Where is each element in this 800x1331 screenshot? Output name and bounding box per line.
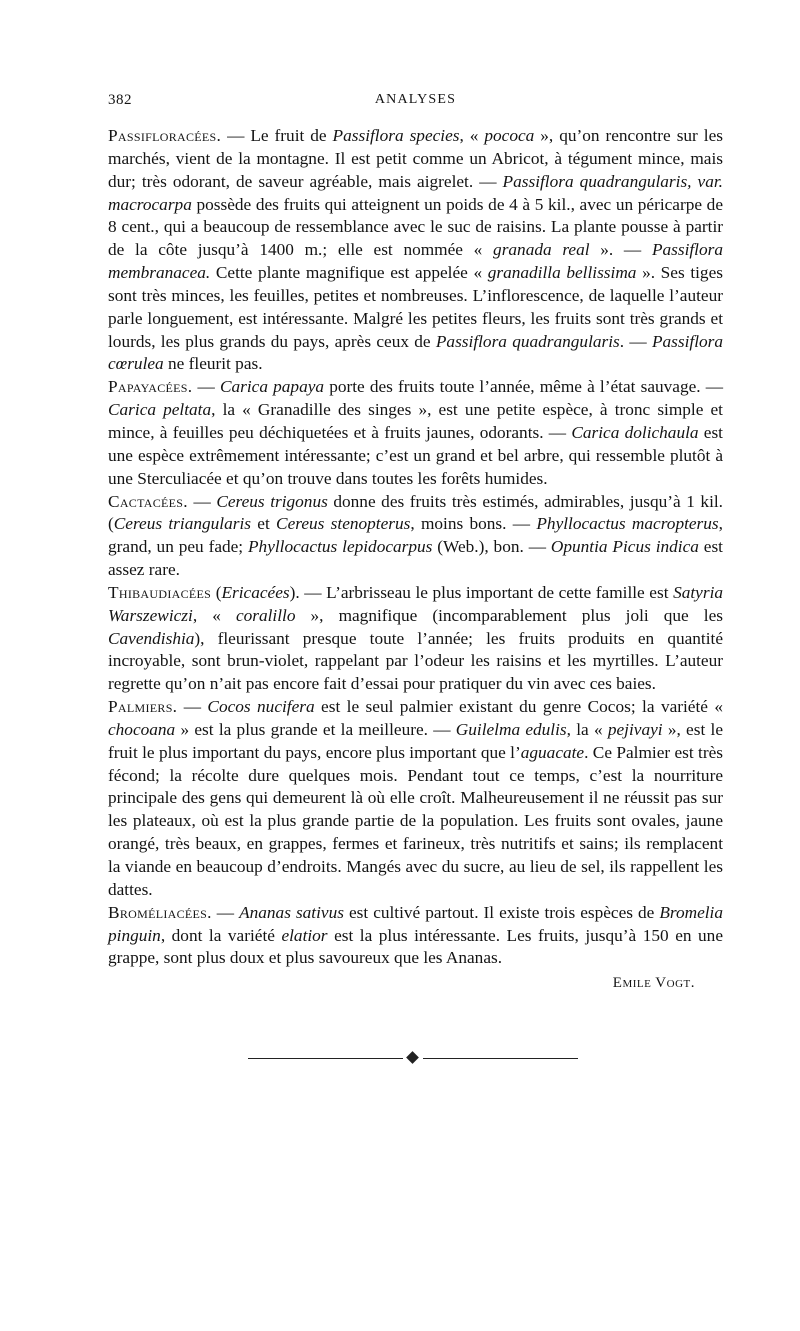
italic-term: Cavendishia xyxy=(108,628,195,648)
section-heading: Palmiers. xyxy=(108,697,178,717)
text-run: est le seul palmier existant du genre Cocos; la variété « xyxy=(314,697,724,717)
italic-term: Passiflora membranacea. xyxy=(108,240,723,283)
italic-term: elatior xyxy=(281,925,328,945)
italic-term: Phyllocactus macropterus xyxy=(536,514,719,534)
italic-term: Guilelma edulis xyxy=(455,719,567,739)
section-heading: Passifloracées. xyxy=(108,126,222,145)
italic-term: Cereus trigonus xyxy=(216,491,328,511)
article-body xyxy=(108,125,723,995)
text-run: — xyxy=(211,902,240,922)
text-run: est assez rare. xyxy=(108,537,723,580)
text-run: ( xyxy=(211,582,222,602)
author-signature: Emile Vogt. xyxy=(612,975,695,992)
section-heading: Thibaudiacées xyxy=(108,582,212,602)
ornament-rule-left xyxy=(248,1058,403,1059)
text-run: ne fleurit pas. xyxy=(163,354,263,374)
paragraph-palmiers xyxy=(108,696,723,902)
paragraph-passifloracees xyxy=(108,125,723,376)
italic-term: pococa xyxy=(484,126,535,145)
text-run: — xyxy=(177,697,208,717)
page-header xyxy=(108,92,723,112)
text-run: et xyxy=(250,514,277,534)
text-run: — Le fruit de xyxy=(221,126,333,145)
text-run: , grand, un peu fade; xyxy=(108,514,723,557)
text-run: ». — xyxy=(589,240,652,260)
page-number: 382 xyxy=(108,92,132,108)
paragraph-cactacees xyxy=(108,491,723,582)
italic-term: granadilla bellissima xyxy=(487,263,637,283)
paragraph-bromeliacees xyxy=(108,902,723,971)
italic-term: Passiflora quadrangularis, var. macrocarpa xyxy=(108,171,723,214)
diamond-icon xyxy=(406,1051,419,1064)
text-run: , la « Granadille des singes », est une petite espèce, à tronc simple et mince, à feuilles peu déchiquetées et à fruits jaunes, odorants. — xyxy=(108,400,723,442)
italic-term: Ericacées xyxy=(221,582,290,602)
text-run: », est le fruit le plus important du pays, encore plus important que l’ xyxy=(108,719,723,762)
italic-term: Bromelia pinguin xyxy=(108,902,724,945)
text-run: », magnifique (incomparablement plus joli que les xyxy=(295,605,723,625)
text-run: . Ce Palmier est très fécond; la récolte dure quelques mois. Pendant tout ce temps, c’est la nourriture principale des gens qui demeurent là où elle croît. Malheureusement il ne réussit pas sur les plateaux, où est la plus grande partie de la population. Les fruits sont ovales, jaune orangé, très beaux, en grappes, fermes et farineux, très nutritifs et sains; ils remplacent la viande en beaucoup d’endroits. Mangés avec du sucre, au lieu de sel, ils rappellent les dattes. xyxy=(108,742,723,899)
text-run: » est la plus grande et la meilleure. — xyxy=(175,719,456,739)
text-run: , « xyxy=(459,126,485,145)
text-run: , « xyxy=(192,605,236,625)
italic-term: Passiflora quadrangularis xyxy=(435,331,620,351)
ornament-rule-right xyxy=(423,1058,578,1059)
italic-term: pejivayi xyxy=(607,719,663,739)
text-run: . — xyxy=(619,331,652,351)
italic-term: coralillo xyxy=(235,605,296,625)
text-run: », qu’on rencontre sur les marchés, vient de la montagne. Il est petit comme un Abricot, à tégument mince, mais dur; très odorant, de saveur agréable, mais aigrelet. — xyxy=(108,126,723,191)
paragraph-thibaudiacees xyxy=(108,582,723,696)
text-run: est cultivé partout. Il existe trois espèces de xyxy=(343,902,660,922)
italic-term: Carica papaya xyxy=(219,377,325,397)
italic-term: Carica dolichaula xyxy=(571,422,699,442)
italic-term: chocoana xyxy=(108,719,176,739)
end-ornament xyxy=(248,1052,578,1064)
italic-term: Cocos nucifera xyxy=(207,697,315,717)
section-heading: Papayacées. xyxy=(108,377,193,397)
text-run: donne des fruits très estimés, admirables, jusqu’à 1 kil. ( xyxy=(108,491,723,534)
text-run: , moins bons. — xyxy=(410,514,537,534)
text-run: — xyxy=(192,377,220,397)
italic-term: Cereus stenopterus xyxy=(276,514,411,534)
italic-term: Phyllocactus lepidocarpus xyxy=(248,537,433,557)
italic-term: aguacate xyxy=(520,742,585,762)
running-title: ANALYSES xyxy=(374,92,457,107)
text-run: possède des fruits qui atteignent un poids de 4 à 5 kil., avec un péricarpe de 8 cent., qui a beaucoup de ressemblance avec le suc de raisins. La plante pousse à partir de la côte jusqu’à 1400 m.; elle est nommée « xyxy=(108,194,723,260)
text-run: — xyxy=(187,491,217,511)
text-run: porte des fruits toute l’année, même à l’état sauvage. — xyxy=(324,377,724,397)
text-run: est la plus intéressante. Les fruits, jusqu’à 150 en une grappe, sont plus doux et plus savoureux que les Ananas. xyxy=(108,925,723,968)
text-run: ). — L’arbrisseau le plus important de cette famille est xyxy=(289,582,674,602)
section-heading: Broméliacées. xyxy=(108,902,212,922)
italic-term: granada real xyxy=(493,240,590,260)
italic-term: Ananas sativus xyxy=(239,902,344,922)
italic-term: Opuntia Picus indica xyxy=(550,537,699,557)
italic-term: Carica peltata xyxy=(108,400,212,420)
text-run: est une espèce extrêmement intéressante; c’est un grand et bel arbre, qui ressemble plutôt à une Sterculiacée et qu’on trouve dans toutes les forêts humides. xyxy=(108,422,723,488)
italic-term: Satyria Warszewiczi xyxy=(108,582,724,625)
text-run: , dont la variété xyxy=(160,925,282,945)
text-run: ». Ses tiges sont très minces, les feuilles, petites et nombreuses. L’inflorescence, de laquelle l’auteur parle longuement, est intéressante. Malgré les petites fleurs, les fruits sont très grands et lourds, les plus grands du pays, après ceux de xyxy=(108,263,723,351)
italic-term: Passiflora species xyxy=(332,126,460,145)
italic-term: Cereus triangularis xyxy=(113,514,251,534)
italic-term: Passiflora cœrulea xyxy=(108,331,724,374)
text-run: (Web.), bon. — xyxy=(432,537,551,557)
text-run: , la « xyxy=(566,719,608,739)
section-heading: Cactacées. xyxy=(108,491,188,511)
text-run: Cette plante magnifique est appelée « xyxy=(210,263,488,283)
paragraph-papayacees xyxy=(108,376,723,490)
text-run: ), fleurissant presque toute l’année; les fruits produits en quantité incroyable, sont brun-violet, rappelant par l’odeur les raisins et les myrtilles. L’auteur regrette qu’on n’ait pas encore fait d’essai pour pratiquer du vin avec ces baies. xyxy=(108,628,723,694)
